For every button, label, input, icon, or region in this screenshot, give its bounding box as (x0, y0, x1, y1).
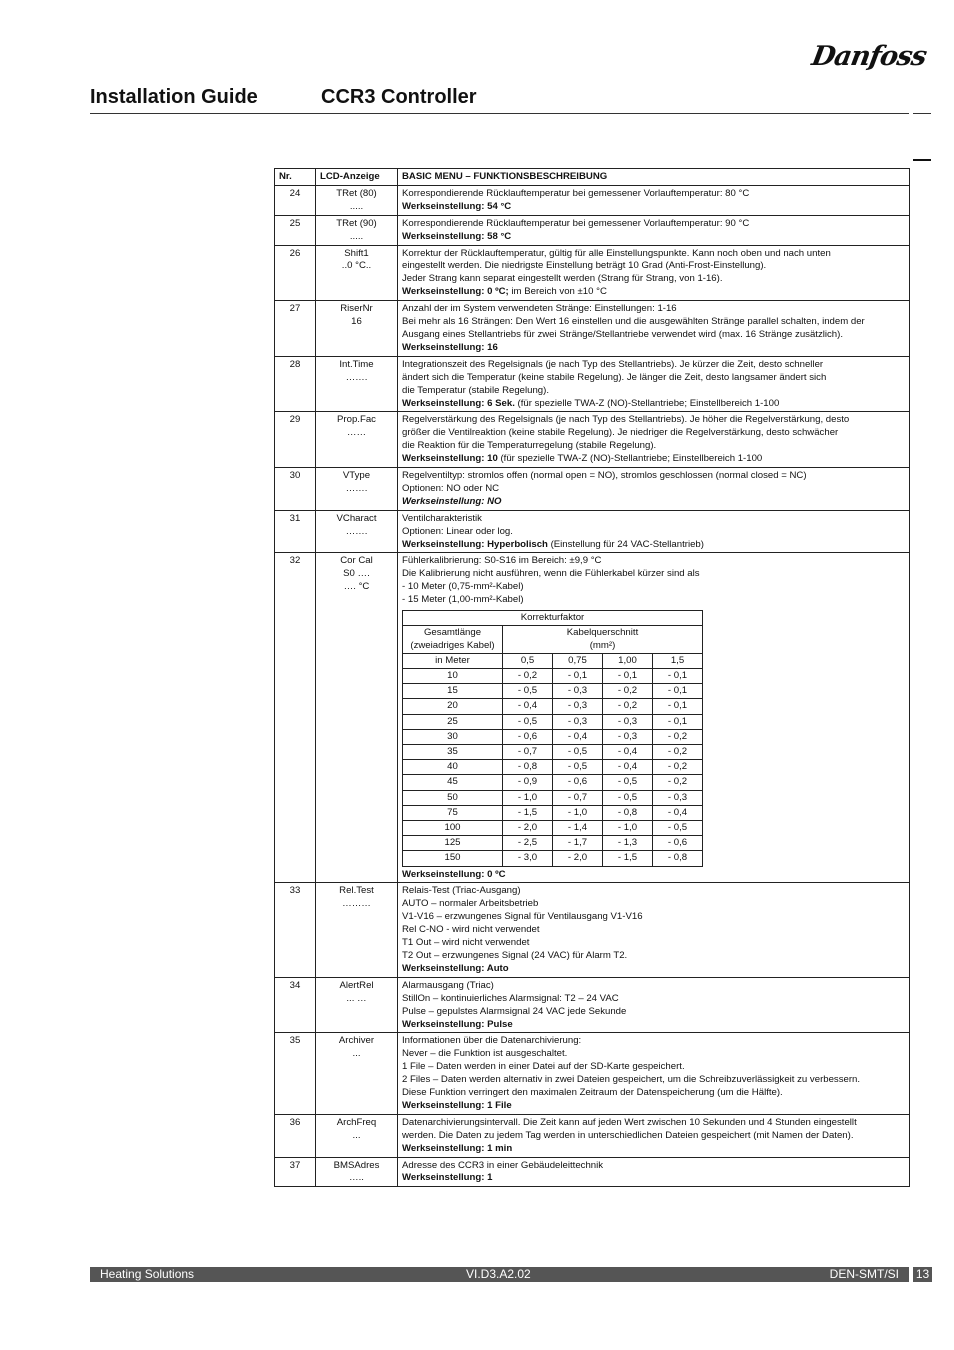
correction-cell: - 0,7 (553, 790, 603, 805)
description-line: größer die Ventilreaktion (keine stabile Regelung). Je niedriger die Regelverstärkung, desto schwächer (402, 427, 839, 439)
header-lcd: LCD-Anzeige (316, 169, 398, 186)
lcd-line: ……. (345, 371, 368, 383)
correction-cell: - 0,3 (603, 729, 653, 744)
description-line: V1-V16 – erzwungenes Signal für Ventilausgang V1-V16 (402, 911, 643, 923)
table-row (275, 883, 910, 977)
correction-cell: - 0,5 (603, 790, 653, 805)
description-line: Regelverstärkung des Regelsignals (je nach Typ des Stellantriebs). Je höher die Regelverstärkung, desto (402, 414, 850, 426)
table-row (275, 245, 910, 301)
length-cell: 100 (403, 820, 503, 835)
length-cell: 40 (403, 760, 503, 775)
description-line: Ventilcharakteristik (402, 512, 482, 524)
table-row (275, 301, 910, 357)
length-cell: 20 (403, 699, 503, 714)
correction-cell: - 0,1 (653, 668, 703, 683)
lcd-line: ..... (349, 230, 364, 242)
correction-cell: - 0,6 (503, 729, 553, 744)
row-nr: 26 (275, 245, 316, 301)
row-lcd (316, 1114, 398, 1157)
default-setting (402, 398, 905, 411)
description-line: die Temperatur (stabile Regelung). (402, 384, 550, 396)
row-nr: 24 (275, 185, 316, 215)
correction-cell: - 1,0 (503, 790, 553, 805)
cross-section-header-line: Kabelquerschnitt (566, 627, 639, 639)
description-line: T1 Out – wird nicht verwendet (402, 937, 530, 949)
danfoss-logo: Danfoss (809, 41, 929, 72)
lcd-line: Shift1 (344, 247, 369, 259)
row-nr: 34 (275, 977, 316, 1033)
description-line: Diese Funktion verringert den maximalen Zeitraum der Datenspeicherung (um die Hälfte). (402, 1087, 783, 1099)
default-setting (402, 342, 905, 355)
description-line: Informationen über die Datenarchivierung: (402, 1035, 582, 1047)
correction-cell: - 0,4 (603, 744, 653, 759)
row-nr: 29 (275, 412, 316, 468)
cable-size: 0,5 (503, 653, 553, 668)
row-nr: 36 (275, 1114, 316, 1157)
correction-row (403, 668, 703, 683)
header-description: BASIC MENU – FUNKTIONSBESCHREIBUNG (398, 169, 910, 186)
row-description (398, 1157, 910, 1187)
lcd-line: TRet (80) (336, 187, 377, 199)
correction-cell: - 2,0 (553, 851, 603, 866)
row-nr: 30 (275, 468, 316, 511)
correction-cell: - 0,4 (553, 729, 603, 744)
correction-cell: - 0,2 (503, 668, 553, 683)
lcd-line: Cor Cal (340, 555, 373, 567)
row-nr: 31 (275, 510, 316, 553)
correction-cell: - 0,1 (553, 668, 603, 683)
row-lcd (316, 510, 398, 553)
description-line: Relais-Test (Triac-Ausgang) (402, 885, 521, 897)
default-setting (402, 496, 905, 509)
lcd-line: Prop.Fac (337, 414, 376, 426)
default-setting-value: Werkseinstellung: Hyperbolisch (402, 538, 548, 550)
description-line: Pulse – gepulstes Alarmsignal 24 VAC jede Sekunde (402, 1005, 627, 1017)
lcd-line: …. °C (343, 581, 370, 593)
description-line: 2 Files – Daten werden alternativ in zwei Dateien gespeichert, um die Schreibzuverlässigkeit zu verbessern. (402, 1074, 861, 1086)
description-line: eingestellt werden. Die niedrigste Einstellung beträgt 10 Grad (Anti-Frost-Einstellung). (402, 260, 767, 272)
lcd-line: S0 …. (343, 568, 370, 580)
default-setting-note: (für spezielle TWA-Z (NO)-Stellantriebe; Einstellbereich 1-100 (497, 453, 763, 465)
correction-title-row (403, 611, 703, 626)
correction-cell: - 0,5 (503, 684, 553, 699)
default-setting-value: Werkseinstellung: 0 ºC; (402, 286, 509, 298)
description-line: Regelventiltyp: stromlos offen (normal open = NO), stromlos geschlossen (normal closed = NC) (402, 470, 807, 482)
lcd-line: Archiver (338, 1035, 375, 1047)
row-description (398, 553, 910, 883)
correction-cell: - 0,9 (503, 775, 553, 790)
correction-cell: - 0,5 (553, 760, 603, 775)
lcd-line: AlertRel (339, 979, 374, 991)
correction-cell: - 1,5 (603, 851, 653, 866)
correction-cell: - 0,6 (553, 775, 603, 790)
correction-cell: - 0,3 (553, 714, 603, 729)
correction-row (403, 820, 703, 835)
correction-row (403, 790, 703, 805)
row-nr: 35 (275, 1033, 316, 1114)
correction-cell: - 0,2 (653, 760, 703, 775)
row-description (398, 977, 910, 1033)
row-lcd (316, 977, 398, 1033)
default-setting (402, 963, 905, 976)
row-nr: 37 (275, 1157, 316, 1187)
default-setting-note: (Einstellung für 24 VAC-Stellantrieb) (547, 538, 704, 550)
description-line: Anzahl der im System verwendeten Stränge: Einstellungen: 1-16 (402, 303, 677, 315)
row-description (398, 1033, 910, 1114)
correction-row (403, 775, 703, 790)
correction-cell: - 0,5 (653, 820, 703, 835)
correction-cell: - 1,0 (553, 805, 603, 820)
row-nr: 33 (275, 883, 316, 977)
lcd-line: VType (342, 470, 371, 482)
default-setting-value: Werkseinstellung: 6 Sek. (402, 397, 515, 409)
description-line: Alarmausgang (Triac) (402, 979, 494, 991)
table-row (275, 553, 910, 883)
correction-cell: - 0,1 (603, 668, 653, 683)
default-setting-value: Werkseinstellung: 10 (402, 453, 498, 465)
length-cell: 15 (403, 684, 503, 699)
default-setting (402, 1100, 905, 1113)
row-description (398, 510, 910, 553)
correction-cell: - 3,0 (503, 851, 553, 866)
length-header-line: Gesamtlänge (423, 627, 482, 639)
lcd-line: ……… (342, 898, 371, 910)
default-setting-value: Werkseinstellung: 58 °C (402, 230, 512, 242)
description-line: 1 File – Daten werden in einer Datei auf der SD-Karte gespeichert. (402, 1061, 685, 1073)
row-nr: 25 (275, 215, 316, 245)
description-line: Die Kalibrierung nicht ausführen, wenn die Fühlerkabel kürzer sind als (402, 568, 700, 580)
description-line: die Reaktion für die Temperaturregelung (stabile Regelung). (402, 440, 657, 452)
lcd-line: 16 (351, 316, 362, 328)
cable-size: 0,75 (553, 653, 603, 668)
correction-cell: - 1,0 (603, 820, 653, 835)
correction-cell: - 0,1 (653, 714, 703, 729)
lcd-line: VCharact (336, 512, 377, 524)
cross-section-header-line: (mm²) (589, 639, 616, 651)
lcd-line: …… (346, 427, 367, 439)
correction-cell: - 0,4 (603, 760, 653, 775)
correction-cell: - 0,8 (503, 760, 553, 775)
cable-bullet: - 15 Meter (1,00-mm²-Kabel) (402, 594, 524, 606)
cable-bullet: - 10 Meter (0,75-mm²-Kabel) (402, 581, 524, 593)
description-line: T2 Out – erzwungenes Signal (24 VAC) für Alarm T2. (402, 949, 628, 961)
description-line: StillOn – kontinuierliches Alarmsignal: T2 – 24 VAC (402, 992, 619, 1004)
page-number: 13 (913, 1267, 932, 1282)
footer-doc-code: VI.D3.A2.02 (466, 1267, 531, 1281)
correction-cell: - 0,7 (503, 744, 553, 759)
length-cell: 50 (403, 790, 503, 805)
description-line: Korrektur der Rücklauftemperatur, gültig für alle Einstellungspunkte. Kann noch oben und nach unten (402, 247, 831, 259)
table-row (275, 356, 910, 412)
lcd-line: ... … (346, 992, 367, 1004)
row-lcd (316, 215, 398, 245)
default-setting-value: Werkseinstellung: 0 ºC (402, 868, 506, 880)
default-setting (402, 539, 905, 552)
correction-cell: - 0,2 (653, 729, 703, 744)
row-lcd (316, 553, 398, 883)
correction-row (403, 851, 703, 866)
description-line: Adresse des CCR3 in einer Gebäudeleittechnik (402, 1159, 604, 1171)
description-line: Never – die Funktion ist ausgeschaltet. (402, 1048, 568, 1060)
row-description (398, 301, 910, 357)
row-lcd (316, 883, 398, 977)
lcd-line: ……. (345, 525, 368, 537)
unit-label: in Meter (403, 653, 503, 668)
table-row (275, 510, 910, 553)
length-cell: 150 (403, 851, 503, 866)
default-setting (402, 231, 905, 244)
correction-cell: - 2,0 (503, 820, 553, 835)
table-row (275, 1033, 910, 1114)
length-header (403, 626, 503, 653)
lcd-line: TRet (90) (336, 217, 377, 229)
row-lcd (316, 301, 398, 357)
correction-factor-table (402, 610, 703, 866)
title-rule (90, 113, 909, 114)
length-header-line: (zweiadriges Kabel) (410, 639, 495, 651)
description-line: Integrationszeit des Regelsignals (je nach Typ des Stellantriebs). Je kürzer die Zeit, desto schneller (402, 358, 824, 370)
default-setting-value: Werkseinstellung: 1 File (402, 1099, 512, 1111)
table-header-row (275, 169, 910, 186)
table-row (275, 185, 910, 215)
length-cell: 45 (403, 775, 503, 790)
correction-row (403, 714, 703, 729)
correction-cell: - 0,3 (553, 699, 603, 714)
row-description (398, 215, 910, 245)
row-lcd (316, 1033, 398, 1114)
row-lcd (316, 412, 398, 468)
correction-cell: - 0,3 (603, 714, 653, 729)
description-line: Fühlerkalibrierung: S0-S16 im Bereich: ±9,9 °C (402, 555, 602, 567)
correction-row (403, 836, 703, 851)
length-cell: 75 (403, 805, 503, 820)
default-setting-value: Werkseinstellung: 1 (402, 1172, 493, 1184)
default-setting (402, 286, 905, 299)
header-nr: Nr. (275, 169, 316, 186)
row-description (398, 412, 910, 468)
correction-cell: - 0,6 (653, 836, 703, 851)
table-row (275, 977, 910, 1033)
row-lcd (316, 1157, 398, 1187)
row-nr: 28 (275, 356, 316, 412)
default-setting (402, 1172, 905, 1185)
row-description (398, 185, 910, 215)
correction-cell: - 0,4 (503, 699, 553, 714)
default-setting (402, 1019, 905, 1032)
cable-size: 1,00 (603, 653, 653, 668)
correction-cell: - 0,5 (603, 775, 653, 790)
row-lcd (316, 245, 398, 301)
footer-left: Heating Solutions (100, 1267, 195, 1281)
correction-row (403, 684, 703, 699)
description-line: Korrespondierende Rücklauftemperatur bei gemessener Vorlauftemperatur: 80 °C (402, 187, 750, 199)
row-lcd (316, 356, 398, 412)
correction-cell: - 0,2 (603, 684, 653, 699)
correction-row (403, 805, 703, 820)
correction-cell: - 0,1 (653, 684, 703, 699)
default-setting-value: Werkseinstellung: Pulse (402, 1018, 513, 1030)
description-line: Bei mehr als 16 Strängen: Den Wert 16 einstellen und die ausgewählten Stränge parallel schalten, indem der (402, 316, 865, 328)
cable-size: 1,5 (653, 653, 703, 668)
default-setting (402, 453, 905, 466)
lcd-line: BMSAdres (333, 1159, 380, 1171)
footer-right: DEN-SMT/SI (829, 1267, 899, 1281)
lcd-line: Rel.Test (339, 885, 374, 897)
default-setting-value: Werkseinstellung: 16 (402, 341, 498, 353)
description-line: Korrespondierende Rücklauftemperatur bei gemessener Vorlauftemperatur: 90 °C (402, 217, 750, 229)
length-cell: 10 (403, 668, 503, 683)
description-line: AUTO – normaler Arbeitsbetrieb (402, 898, 539, 910)
correction-cell: - 0,2 (653, 744, 703, 759)
document-title: Installation Guide (90, 86, 258, 108)
correction-row (403, 744, 703, 759)
row-description (398, 356, 910, 412)
lcd-line: ….. (349, 1172, 364, 1184)
length-cell: 30 (403, 729, 503, 744)
lcd-line: RiserNr (340, 303, 373, 315)
side-mark (913, 113, 931, 114)
table-row (275, 215, 910, 245)
default-setting-note: im Bereich von ±10 °C (508, 286, 607, 298)
correction-cell: - 0,1 (653, 699, 703, 714)
correction-cell: - 1,4 (553, 820, 603, 835)
description-line: Ausgang eines Stellantriebs für zwei Stränge/Stellantriebe verwendet wird (max. 16 Stränge zusätzlich). (402, 328, 844, 340)
correction-cell: - 0,5 (503, 714, 553, 729)
description-line: Datenarchivierungsintervall. Die Zeit kann auf jeden Wert zwischen 10 Sekunden und 4 Stunden eingestellt (402, 1116, 857, 1128)
correction-cell: - 2,5 (503, 836, 553, 851)
description-line: Rel C-NO - wird nicht verwendet (402, 924, 540, 936)
side-mark (913, 159, 931, 161)
table-row (275, 412, 910, 468)
default-setting-value: Werkseinstellung: Auto (402, 962, 509, 974)
default-setting-value: Werkseinstellung: NO (402, 495, 502, 507)
row-description (398, 245, 910, 301)
correction-cell: - 0,8 (603, 805, 653, 820)
correction-cell: - 0,2 (603, 699, 653, 714)
correction-units-row (403, 653, 703, 668)
table-row (275, 468, 910, 511)
row-description (398, 1114, 910, 1157)
lcd-line: ..... (349, 200, 364, 212)
lcd-line: Int.Time (339, 358, 374, 370)
basic-menu-table (274, 168, 910, 1187)
lcd-line: ……. (345, 482, 368, 494)
lcd-line: ArchFreq (336, 1116, 377, 1128)
correction-cell: - 1,7 (553, 836, 603, 851)
length-cell: 35 (403, 744, 503, 759)
lcd-line: ..0 °C.. (341, 260, 372, 272)
length-cell: 125 (403, 836, 503, 851)
description-line: ändert sich die Temperatur (keine stabile Regelung). Je länger die Zeit, desto langsamer ändert sich (402, 371, 827, 383)
correction-cell: - 0,2 (653, 775, 703, 790)
correction-cell: - 1,3 (603, 836, 653, 851)
row-lcd (316, 468, 398, 511)
lcd-line: ... (352, 1048, 361, 1060)
description-line: werden. Die Daten zu jedem Tag werden in unterschiedlichen Dateien gespeichert (mit Namen der Daten). (402, 1129, 854, 1141)
default-setting (402, 869, 905, 882)
description-line: Optionen: NO oder NC (402, 482, 500, 494)
default-setting-value: Werkseinstellung: 54 °C (402, 200, 512, 212)
row-lcd (316, 185, 398, 215)
table-row (275, 1114, 910, 1157)
length-cell: 25 (403, 714, 503, 729)
correction-header-row (403, 626, 703, 653)
correction-row (403, 729, 703, 744)
correction-cell: - 0,3 (653, 790, 703, 805)
lcd-line: ... (352, 1129, 361, 1141)
correction-cell: - 0,4 (653, 805, 703, 820)
correction-title: Korrekturfaktor (403, 611, 703, 626)
default-setting-note: (für spezielle TWA-Z (NO)-Stellantriebe; Einstellbereich 1-100 (514, 397, 780, 409)
row-nr: 32 (275, 553, 316, 883)
correction-cell: - 0,8 (653, 851, 703, 866)
default-setting (402, 1143, 905, 1156)
row-description (398, 468, 910, 511)
table-row (275, 1157, 910, 1187)
row-description (398, 883, 910, 977)
correction-row (403, 760, 703, 775)
cross-section-header (503, 626, 703, 653)
default-setting-value: Werkseinstellung: 1 min (402, 1142, 513, 1154)
default-setting (402, 201, 905, 214)
description-line: Jeder Strang kann separat eingestellt werden (Strang für Strang, von 1-16). (402, 273, 723, 285)
correction-row (403, 699, 703, 714)
correction-cell: - 1,5 (503, 805, 553, 820)
description-line: Optionen: Linear oder log. (402, 525, 513, 537)
row-nr: 27 (275, 301, 316, 357)
correction-cell: - 0,5 (553, 744, 603, 759)
document-subtitle: CCR3 Controller (321, 86, 477, 108)
footer-bar (90, 1267, 909, 1282)
correction-cell: - 0,3 (553, 684, 603, 699)
